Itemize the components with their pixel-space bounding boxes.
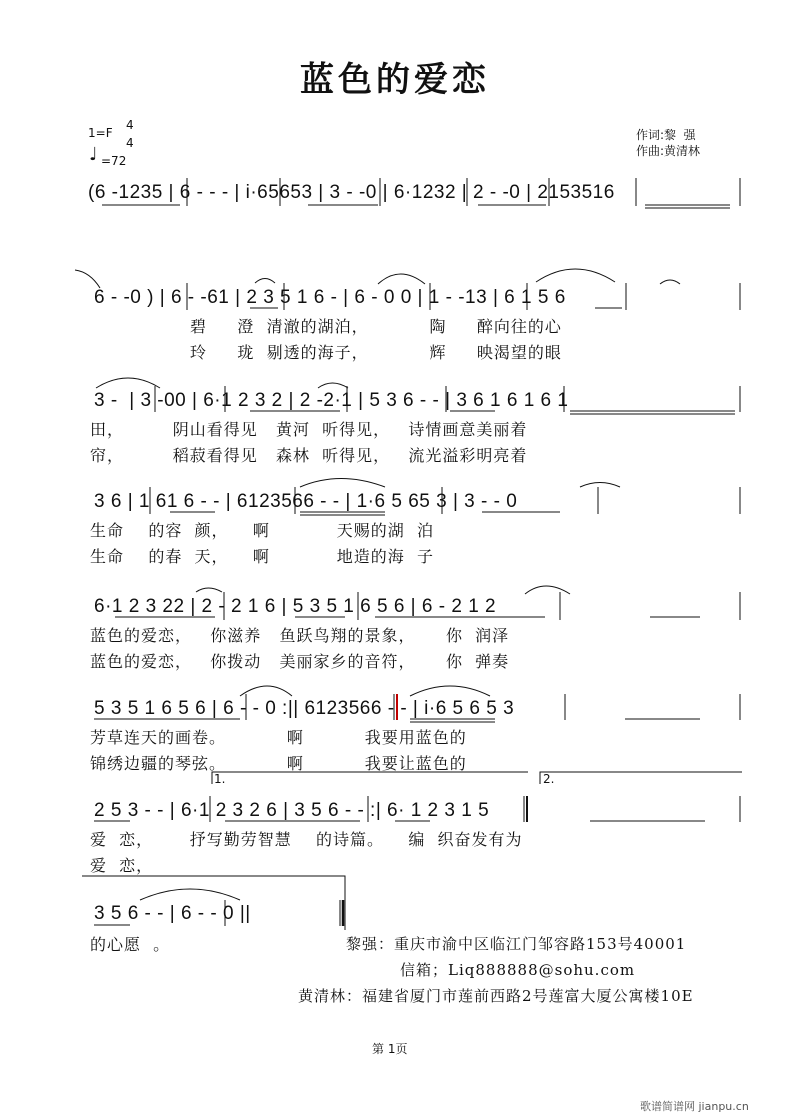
- key-signature: 1=F: [88, 126, 113, 140]
- lyric-line-7a: 爱 恋， 抒写勤劳智慧 的诗篇。 编 织奋发有为: [90, 830, 523, 849]
- page-number: 第 1页: [372, 1042, 408, 1056]
- score-line-7: 2 5 3 - - | 6·1 2 3 2 6 | 3 5 6 - - :| 6· 1 2 3 1 5: [94, 800, 490, 821]
- lyric-line-4a: 生命 的容 颜， 啊 天赐的湖 泊: [90, 521, 434, 540]
- lyric-line-2b: 玲 珑 剔透的海子， 辉 映渴望的眼: [190, 343, 562, 362]
- lyric-line-7b: 爱 恋，: [90, 856, 154, 875]
- lyric-line-8: 的心愿 。: [90, 935, 171, 954]
- contact-line-2: 信箱；Liq888888@sohu.com: [400, 961, 636, 979]
- score-line-3: 3 - | 3 -00 | 6·1 2 3 2 | 2 -2·1 | 5 3 6 - - | 3 6 1 6 1 6 1: [94, 390, 569, 411]
- score-line-1: (6 -1235 | 6 - - - | i·65653 | 3 - -0 | 6·1232 | 2 - -0 | 2153516: [88, 182, 615, 203]
- volta-1: 1.: [214, 772, 226, 786]
- tempo: =72: [101, 154, 127, 168]
- score-line-6: 5 3 5 1 6 5 6 | 6 - - 0 :|| 6123566 - - | i·6 5 6 5 3: [94, 698, 515, 719]
- watermark: 歌谱简谱网 jianpu.cn: [640, 1100, 749, 1113]
- lyric-line-6b: 锦绣边疆的琴弦。 啊 我要让蓝色的: [90, 754, 467, 773]
- score-line-2: 6 - -0 ) | 6 - -61 | 2 3 5 1 6 - | 6 - 0 0 | 1 - -13 | 6 1 5 6: [94, 287, 566, 308]
- score-line-4: 3 6 | 1 61 6 - - | 6123566 - - | 1·6 5 65 3 | 3 - - 0: [94, 491, 518, 512]
- lyricist: 作词:黎 强: [636, 128, 696, 142]
- contact-line-3: 黄清林：福建省厦门市莲前西路2号莲富大厦公寓楼10E: [298, 987, 694, 1005]
- lyric-line-4b: 生命 的春 天， 啊 地造的海 子: [90, 547, 434, 566]
- score-line-5: 6·1 2 3 22 | 2 - 2 1 6 | 5 3 5 1 6 5 6 | 6 - 2 1 2: [94, 596, 497, 617]
- time-signature-top: 4: [126, 118, 134, 132]
- lyric-line-5a: 蓝色的爱恋， 你滋养 鱼跃鸟翔的景象， 你 润泽: [90, 626, 510, 645]
- time-signature-bottom: 4: [126, 136, 134, 150]
- score-line-8: 3 5 6 - - | 6 - - 0 ||: [94, 903, 251, 924]
- lyric-line-5b: 蓝色的爱恋， 你拨动 美丽家乡的音符， 你 弹奏: [90, 652, 510, 671]
- composer: 作曲:黄清林: [636, 144, 701, 158]
- contact-line-1: 黎强：重庆市渝中区临江门邹容路153号40001: [346, 935, 687, 953]
- quarter-note-icon: ♩: [89, 144, 98, 165]
- volta-2: 2.: [543, 772, 555, 786]
- lyric-line-3a: 田， 阴山看得见 黄河 听得见， 诗情画意美丽着: [90, 420, 528, 439]
- lyric-line-3b: 帘， 稻菽看得见 森林 听得见， 流光溢彩明亮着: [90, 446, 528, 465]
- page-title: 蓝色的爱恋: [300, 60, 490, 100]
- lyric-line-6a: 芳草连天的画卷。 啊 我要用蓝色的: [90, 728, 467, 747]
- lyric-line-2a: 碧 澄 清澈的湖泊， 陶 醉向往的心: [190, 317, 562, 336]
